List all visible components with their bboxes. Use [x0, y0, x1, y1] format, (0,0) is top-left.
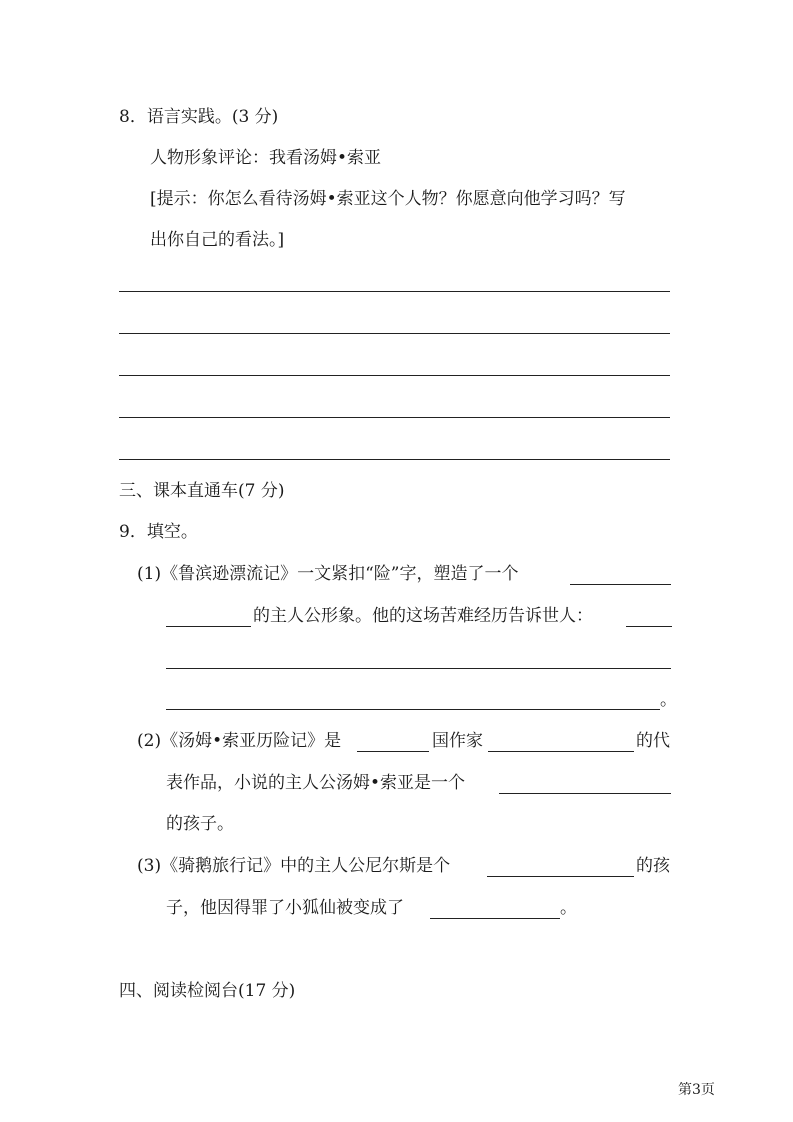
fill-blank[interactable]: [430, 918, 560, 919]
q9-item-3-part-1: (3)《骑鹅旅行记》中的主人公尼尔斯是个: [137, 856, 451, 876]
q9-item-2-part-3: 的代: [636, 731, 670, 751]
fill-blank[interactable]: [487, 876, 634, 877]
q9-item-2-part-1: (2)《汤姆•索亚历险记》是: [137, 731, 342, 751]
q8-heading: 8．语言实践。(3 分): [119, 107, 279, 127]
q9-item-3-line-2: 子，他因得罪了小狐仙被变成了: [166, 898, 404, 918]
section-3-title: 三、课本直通车(7 分): [119, 481, 285, 501]
fill-blank[interactable]: [357, 751, 429, 752]
q8-topic: 人物形象评论：我看汤姆•索亚: [150, 148, 382, 168]
section-4-title: 四、阅读检阅台(17 分): [119, 981, 296, 1001]
fill-blank[interactable]: [499, 793, 671, 794]
fill-blank[interactable]: [570, 584, 671, 585]
q9-heading: 9．填空。: [119, 522, 198, 542]
q9-item-1-line-2: 的主人公形象。他的这场苦难经历告诉世人：: [253, 606, 593, 626]
fill-blank[interactable]: [488, 751, 634, 752]
page-number: 第3页: [678, 1082, 715, 1098]
q9-item-1-line-1: (1)《鲁滨逊漂流记》一文紧扣“险”字，塑造了一个: [137, 564, 519, 584]
q9-item-1-end-mark: 。: [660, 690, 677, 710]
q9-item-2-part-2: 国作家: [432, 731, 483, 751]
answer-line[interactable]: [119, 417, 670, 418]
fill-blank[interactable]: [166, 709, 660, 710]
q9-item-3-end-mark: 。: [560, 898, 577, 918]
q8-hint-line-1: [提示：你怎么看待汤姆•索亚这个人物？你愿意向他学习吗？写: [150, 189, 626, 209]
fill-blank[interactable]: [626, 626, 672, 627]
fill-blank[interactable]: [166, 668, 671, 669]
q9-item-3-part-2: 的孩: [636, 856, 670, 876]
answer-line[interactable]: [119, 291, 670, 292]
q9-item-2-line-2: 表作品，小说的主人公汤姆•索亚是一个: [166, 773, 466, 793]
answer-line[interactable]: [119, 333, 670, 334]
q9-item-2-line-3: 的孩子。: [166, 814, 234, 834]
answer-line[interactable]: [119, 459, 670, 460]
q8-hint-line-2: 出你自己的看法。]: [150, 230, 285, 250]
answer-line[interactable]: [119, 375, 670, 376]
fill-blank[interactable]: [166, 626, 251, 627]
